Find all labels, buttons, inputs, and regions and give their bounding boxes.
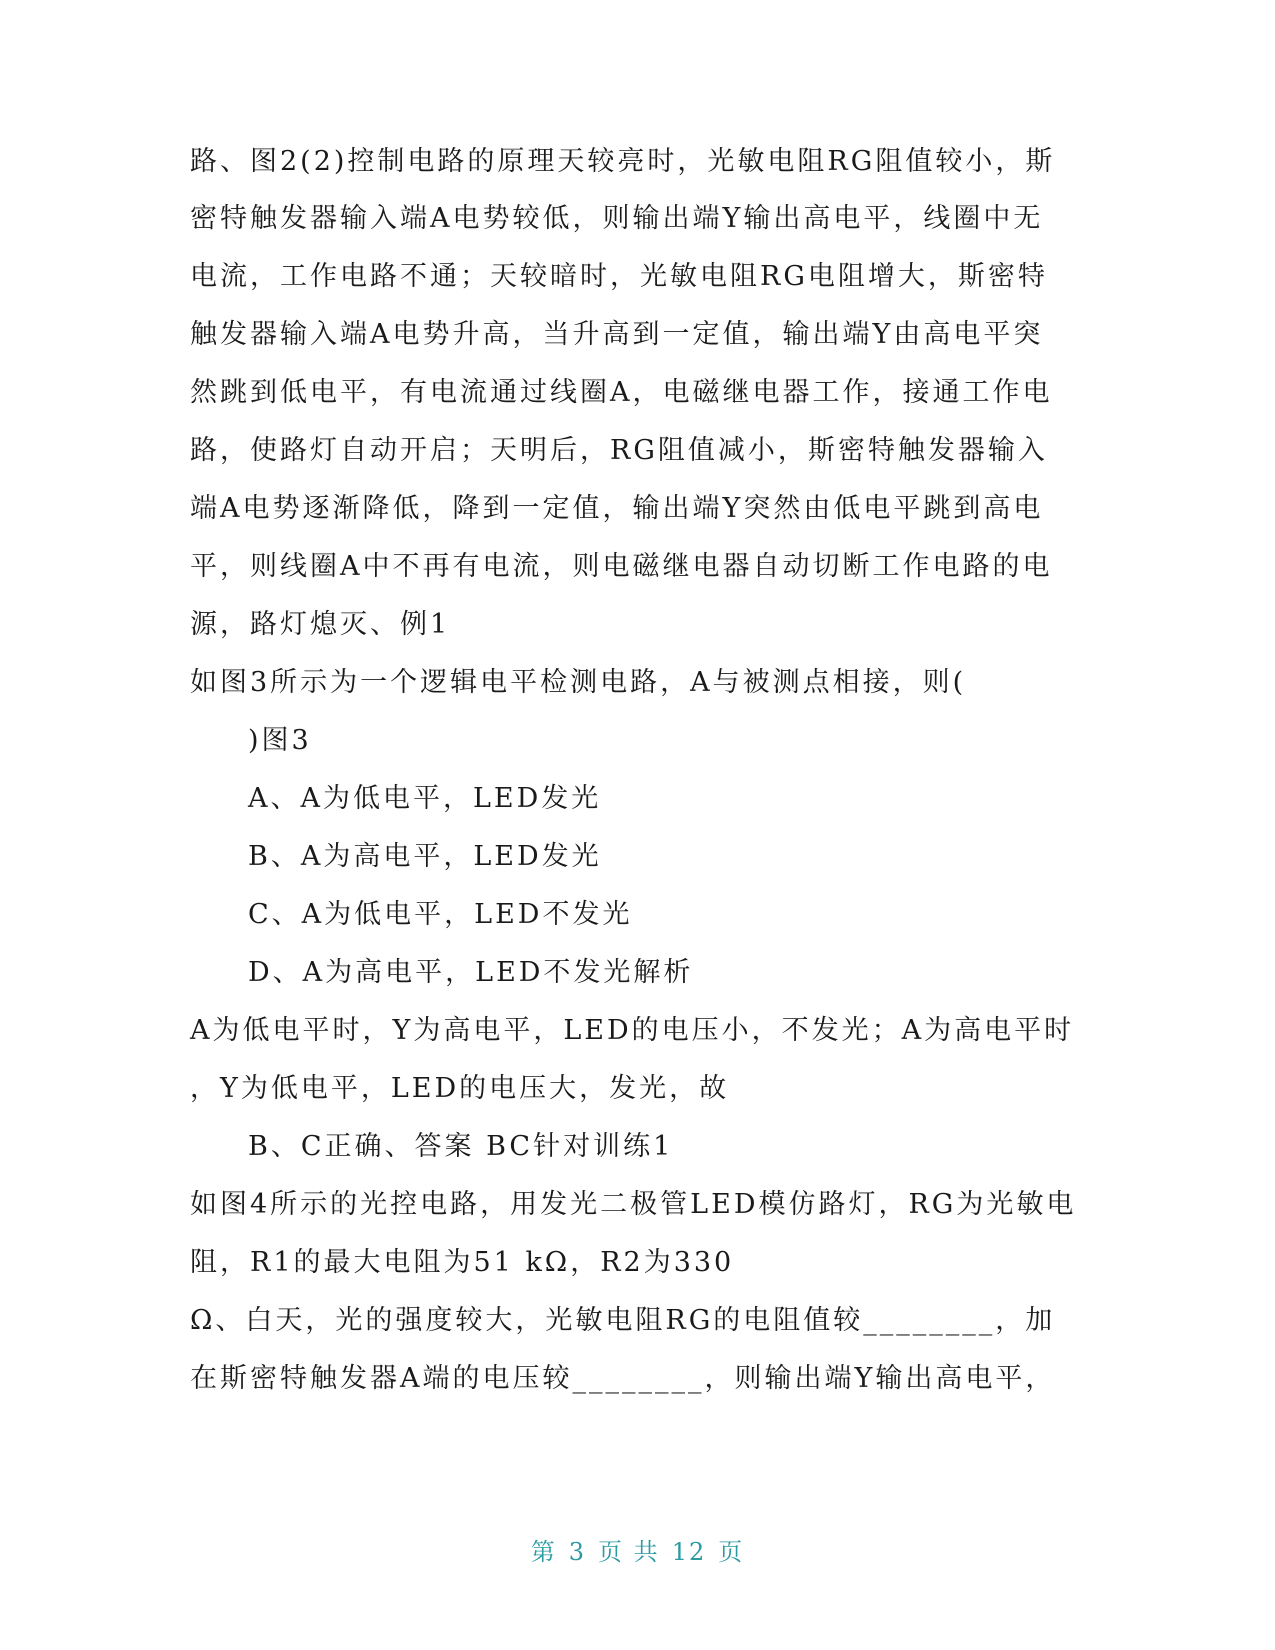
footer-current-page: 3 [568,1538,587,1566]
footer-prefix: 第 [530,1538,557,1566]
text-line: 阻，R1的最大电阻为51 kΩ，R2为330 [190,1247,735,1278]
question-line: 如图3所示为一个逻辑电平检测电路，A与被测点相接，则( [190,667,967,698]
option-b: B、A为高电平，LED发光 [248,841,602,872]
page-footer [0,1532,1275,1567]
footer-middle: 页 共 [598,1538,660,1566]
text-line: 触发器输入端A电势升高，当升高到一定值，输出端Y由高电平突 [190,319,1044,350]
option-d: D、A为高电平，LED不发光解析 [248,957,694,988]
text-line: 电流，工作电路不通；天较暗时，光敏电阻RG电阻增大，斯密特 [190,261,1048,292]
text-line: 路，使路灯自动开启；天明后，RG阻值减小，斯密特触发器输入 [190,435,1048,466]
text-line: 端A电势逐渐降低，降到一定值，输出端Y突然由低电平跳到高电 [190,493,1044,524]
text-line: 路、图2(2)控制电路的原理天较亮时，光敏电阻RG阻值较小，斯 [190,146,1056,177]
analysis-line: A为低电平时，Y为高电平，LED的电压小，不发光；A为高电平时 [190,1015,1075,1046]
answer-line: B、C正确、答案 BC针对训练1 [248,1131,674,1162]
text-line: 如图4所示的光控电路，用发光二极管LED模仿路灯，RG为光敏电 [190,1189,1077,1220]
question-line: )图3 [248,725,312,756]
analysis-line: ，Y为低电平，LED的电压大，发光，故 [190,1073,730,1104]
footer-suffix: 页 [718,1538,745,1566]
text-line: 然跳到低电平，有电流通过线圈A，电磁继电器工作，接通工作电 [190,377,1053,408]
text-line: 源，路灯熄灭、例1 [190,609,451,640]
text-line: 密特触发器输入端A电势较低，则输出端Y输出高电平，线圈中无 [190,203,1044,234]
footer-total-pages: 12 [671,1538,707,1566]
option-c: C、A为低电平，LED不发光 [248,899,633,930]
text-line: Ω、白天，光的强度较大，光敏电阻RG的电阻值较________，加 [190,1305,1056,1336]
text-line: 在斯密特触发器A端的电压较________，则输出端Y输出高电平， [190,1363,1056,1394]
text-line: 平，则线圈A中不再有电流，则电磁继电器自动切断工作电路的电 [190,551,1053,582]
option-a: A、A为低电平，LED发光 [248,783,602,814]
